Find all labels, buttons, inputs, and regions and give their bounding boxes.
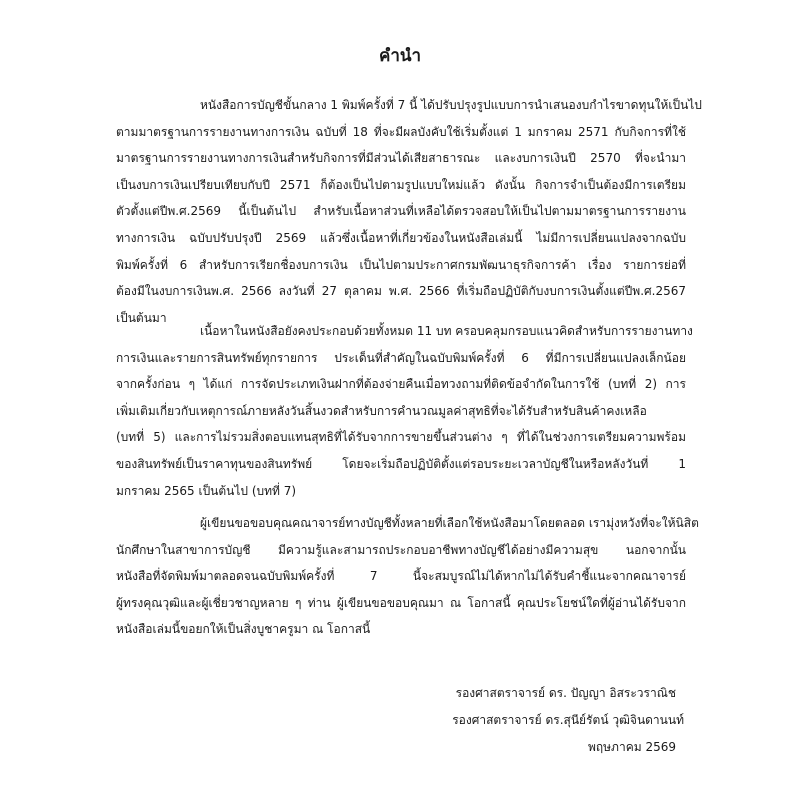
text-line: จากครั้งก่อน ๆ ได้แก่ การจัดประเภทเงินฝากที่ต้องจ่ายคืนเมื่อทวงถามที่ติดข้อจำกัดในการใช้ (บทที่ 2) การ — [116, 377, 686, 392]
text-line: ต้องมีในงบการเงินพ.ศ. 2566 ลงวันที่ 27 ตุลาคม พ.ศ. 2566 ที่เริ่มถือปฏิบัติกับงบการเงินตั้งแต่ปีพ.ศ.2567 — [116, 284, 686, 299]
text-line: เนื้อหาในหนังสือยังคงประกอบด้วยทั้งหมด 11 บท ครอบคลุมกรอบแนวคิดสำหรับการรายงานทาง — [200, 324, 693, 338]
text-line: หนังสือการบัญชีขั้นกลาง 1 พิมพ์ครั้งที่ 7 นี้ ได้ปรับปรุงรูปแบบการนำเสนองบกำไรขาดทุนให้เป็นไป — [200, 98, 702, 112]
signature-block — [452, 680, 684, 761]
page-title: คำนำ — [378, 46, 422, 66]
text-line: หนังสือเล่มนี้ขอยกให้เป็นสิ่งบูชาครูมา ณ โอกาสนี้ — [116, 622, 371, 637]
text-line: หนังสือที่จัดพิมพ์มาตลอดจนฉบับพิมพ์ครั้งที่ 7 นี้จะสมบูรณ์ไม่ได้หากไม่ได้รับคำชี้แนะจากคณาจารย์ — [116, 569, 686, 584]
text-line: เป็นต้นมา — [116, 310, 167, 325]
text-line: นักศึกษาในสาขาการบัญชี มีความรู้และสามารถประกอบอาชีพทางบัญชีได้อย่างมีความสุข นอกจากนั้น — [116, 542, 686, 557]
text-line: เพิ่มเติมเกี่ยวกับเหตุการณ์ภายหลังวันสิ้นงวดสำหรับการคำนวณมูลค่าสุทธิที่จะได้รับสำหรับสินค้าคงเหลือ — [116, 403, 647, 418]
signature-date: พฤษภาคม 2569 — [587, 740, 676, 754]
author-name: รองศาสตราจารย์ ดร.สุนีย์รัตน์ วุฒิจินดานนท์ — [452, 713, 684, 727]
text-line: ของสินทรัพย์เป็นราคาทุนของสินทรัพย์ โดยจะเริ่มถือปฏิบัติตั้งแต่รอบระยะเวลาบัญชีในหรือหลังวันที่ 1 — [116, 456, 686, 471]
text-line: การเงินและรายการสินทรัพย์ทุกรายการ ประเด็นที่สำคัญในฉบับพิมพ์ครั้งที่ 6 ที่มีการเปลี่ยนแปลงเล็กน้อย — [116, 350, 686, 365]
text-line: ตัวตั้งแต่ปีพ.ศ.2569 นี้เป็นต้นไป สำหรับเนื้อหาส่วนที่เหลือได้ตรวจสอบให้เป็นไปตามมาตรฐานการรายงาน — [116, 204, 686, 219]
text-line: ทางการเงิน ฉบับปรับปรุงปี 2569 แล้วซึ่งเนื้อหาที่เกี่ยวข้องในหนังสือเล่มนี้ ไม่มีการเปลี่ยนแปลงจากฉบับ — [116, 230, 686, 245]
paragraph-2 — [116, 318, 693, 504]
author-name: รองศาสตราจารย์ ดร. ปัญญา อิสระวราณิช — [455, 686, 676, 700]
text-line: ผู้เขียนขอขอบคุณคณาจารย์ทางบัญชีทั้งหลายที่เลือกใช้หนังสือมาโดยตลอด เรามุ่งหวังที่จะให้นิสิต — [200, 516, 699, 530]
text-line: (บทที่ 5) และการไม่รวมสิ่งตอบแทนสุทธิที่ได้รับจากการขายขึ้นส่วนต่าง ๆ ที่ได้ในช่วงการเตรียมความพร้อม — [116, 430, 686, 445]
text-line: มกราคม 2565 เป็นต้นไป (บทที่ 7) — [116, 483, 297, 498]
text-line: เป็นงบการเงินเปรียบเทียบกับปี 2571 ก็ต้องเป็นไปตามรูปแบบใหม่แล้ว ดังนั้น กิจการจำเป็นต้องมีการเตรียม — [116, 177, 686, 192]
text-line: ผู้ทรงคุณวุฒิและผู้เชี่ยวชาญหลาย ๆ ท่าน ผู้เขียนขอขอบคุณมา ณ โอกาสนี้ คุณประโยชน์ใดที่ผู้อ่านได้รับจาก — [116, 595, 686, 610]
text-line: มาตรฐานการรายงานทางการเงินสำหรับกิจการที่มีส่วนได้เสียสาธารณะ และงบการเงินปี 2570 ที่จะนำมา — [116, 151, 686, 166]
text-line: พิมพ์ครั้งที่ 6 สำหรับการเรียกชื่องบการเงิน เป็นไปตามประกาศกรมพัฒนาธุรกิจการค้า เรื่อง รายการย่อที่ — [116, 257, 686, 272]
text-line: ตามมาตรฐานการรายงานทางการเงิน ฉบับที่ 18 ที่จะมีผลบังคับใช้เริ่มตั้งแต่ 1 มกราคม 2571 กับกิจการที่ใช้ — [116, 124, 686, 139]
paragraph-3 — [116, 510, 699, 643]
